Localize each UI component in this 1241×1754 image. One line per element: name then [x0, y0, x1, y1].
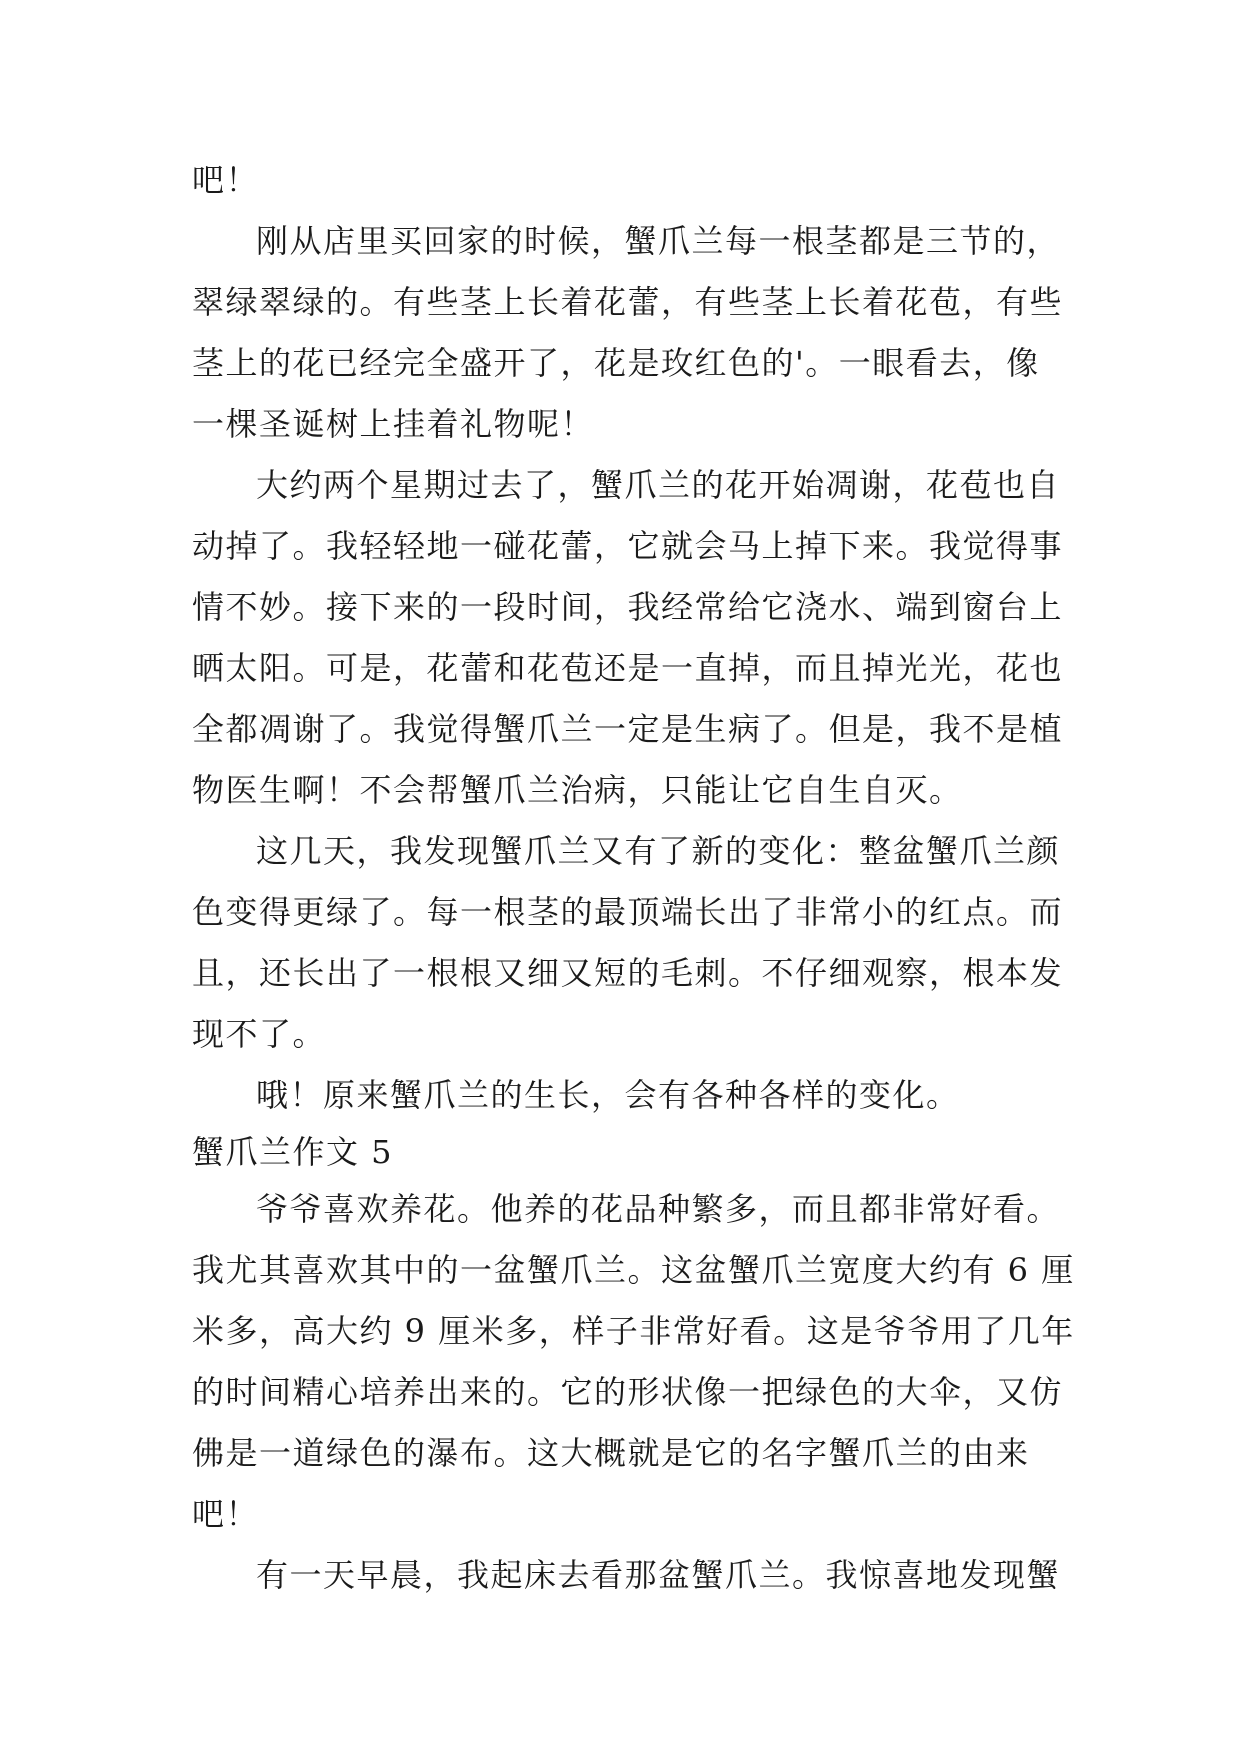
text-line: 翠绿翠绿的。有些茎上长着花蕾，有些茎上长着花苞，有些 — [192, 283, 1064, 321]
text-line: 全都凋谢了。我觉得蟹爪兰一定是生病了。但是，我不是植 — [192, 710, 1064, 748]
paragraph-start: 大约两个星期过去了，蟹爪兰的花开始凋谢，花苞也自 — [256, 466, 1061, 504]
text-line: 物医生啊！不会帮蟹爪兰治病，只能让它自生自灭。 — [192, 771, 963, 809]
text-line: 吧！ — [192, 161, 260, 199]
paragraph-start: 有一天早晨，我起床去看那盆蟹爪兰。我惊喜地发现蟹 — [256, 1556, 1061, 1594]
text-line: 一棵圣诞树上挂着礼物呢！ — [192, 405, 595, 443]
text-line: 色变得更绿了。每一根茎的最顶端长出了非常小的红点。而 — [192, 893, 1064, 931]
text-line: 茎上的花已经完全盛开了，花是玫红色的'。一眼看去，像 — [192, 344, 1040, 382]
text-line: 现不了。 — [192, 1015, 327, 1053]
section-heading: 蟹爪兰作文 5 — [192, 1133, 394, 1171]
paragraph-start: 刚从店里买回家的时候，蟹爪兰每一根茎都是三节的， — [256, 222, 1061, 260]
text-line: 佛是一道绿色的瀑布。这大概就是它的名字蟹爪兰的由来 — [192, 1434, 1030, 1472]
text-line: 晒太阳。可是，花蕾和花苞还是一直掉，而且掉光光，花也 — [192, 649, 1064, 687]
paragraph-start: 这几天，我发现蟹爪兰又有了新的变化：整盆蟹爪兰颜 — [256, 832, 1061, 870]
text-line: 我尤其喜欢其中的一盆蟹爪兰。这盆蟹爪兰宽度大约有 6 厘 — [192, 1251, 1075, 1289]
document-body — [192, 150, 1075, 1606]
paragraph-start: 爷爷喜欢养花。他养的花品种繁多，而且都非常好看。 — [256, 1190, 1061, 1228]
text-line: 米多，高大约 9 厘米多，样子非常好看。这是爷爷用了几年 — [192, 1312, 1075, 1350]
text-line: 的时间精心培养出来的。它的形状像一把绿色的大伞，又仿 — [192, 1373, 1064, 1411]
text-line: 吧！ — [192, 1495, 260, 1533]
paragraph-start: 哦！原来蟹爪兰的生长，会有各种各样的变化。 — [256, 1076, 960, 1114]
text-line: 情不妙。接下来的一段时间，我经常给它浇水、端到窗台上 — [192, 588, 1064, 626]
text-line: 且，还长出了一根根又细又短的毛刺。不仔细观察，根本发 — [192, 954, 1064, 992]
text-line: 动掉了。我轻轻地一碰花蕾，它就会马上掉下来。我觉得事 — [192, 527, 1064, 565]
